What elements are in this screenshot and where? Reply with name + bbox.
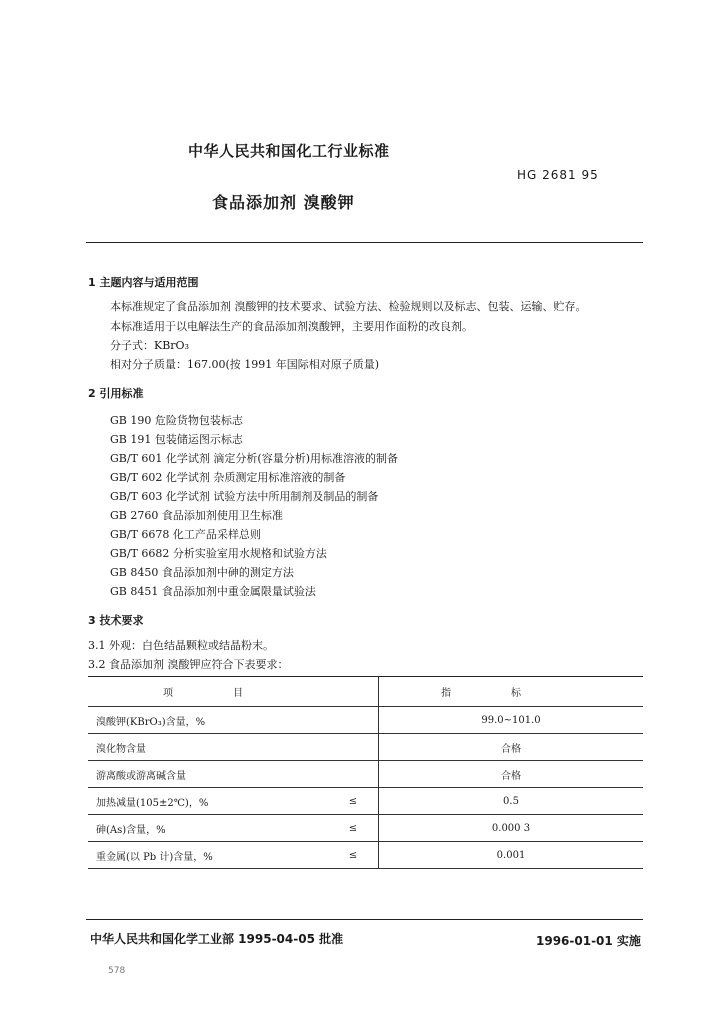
- header-value-cell: 指标: [379, 677, 644, 707]
- molecular-formula: 分子式：KBrO₃: [110, 339, 189, 352]
- section-1-heading: 1 主题内容与适用范围: [88, 276, 199, 289]
- row-value: 0.5: [379, 788, 644, 815]
- reference-item: GB/T 601 化学试剂 滴定分析(容量分析)用标准溶液的制备: [110, 452, 398, 465]
- reference-item: GB 191 包装储运图示标志: [110, 433, 243, 446]
- table-row: [88, 842, 643, 869]
- section-2-heading: 2 引用标准: [88, 387, 144, 400]
- row-item: 溴化物含量: [88, 734, 328, 761]
- row-symbol: [328, 761, 379, 788]
- reference-item: GB 2760 食品添加剂使用卫生标准: [110, 509, 283, 522]
- molecular-mass: 相对分子质量：167.00(按 1991 年国际相对原子质量): [110, 358, 380, 371]
- table-row: [88, 788, 643, 815]
- table-row: [88, 734, 643, 761]
- header-rule: [86, 242, 643, 243]
- clause-3-2: 3.2 食品添加剂 溴酸钾应符合下表要求：: [88, 658, 289, 671]
- table-row: [88, 815, 643, 842]
- reference-item: GB/T 6682 分析实验室用水规格和试验方法: [110, 547, 327, 560]
- row-symbol: ≤: [328, 842, 379, 869]
- table-row: [88, 707, 643, 734]
- clause-3-1: 3.1 外观：白色结晶颗粒或结晶粉末。: [88, 639, 274, 652]
- reference-item: GB/T 603 化学试剂 试验方法中所用制剂及制品的制备: [110, 490, 379, 503]
- implementation-date: 1996-01-01 实施: [536, 934, 641, 948]
- row-value: 合格: [379, 734, 644, 761]
- approval-line: 中华人民共和国化学工业部 1995-04-05 批准: [90, 932, 344, 946]
- reference-item: GB/T 602 化学试剂 杂质测定用标准溶液的制备: [110, 471, 346, 484]
- reference-item: GB/T 6678 化工产品采样总则: [110, 528, 261, 541]
- requirements-table: [88, 676, 643, 869]
- reference-item: GB 8450 食品添加剂中砷的测定方法: [110, 566, 294, 579]
- section-1-paragraph: 本标准适用于以电解法生产的食品添加剂溴酸钾，主要用作面粉的改良剂。: [110, 320, 473, 333]
- row-symbol: ≤: [328, 788, 379, 815]
- row-item: 砷(As)含量，%: [88, 815, 328, 842]
- footer-rule: [86, 919, 643, 920]
- section-1-paragraph: 本标准规定了食品添加剂 溴酸钾的技术要求、试验方法、检验规则以及标志、包装、运输、贮存。: [110, 300, 587, 313]
- row-value: 0.001: [379, 842, 644, 869]
- row-symbol: [328, 707, 379, 734]
- row-item: 溴酸钾(KBrO₃)含量，%: [88, 707, 328, 734]
- row-item: 加热减量(105±2℃)，%: [88, 788, 328, 815]
- table-row: [88, 761, 643, 788]
- row-value: 0.000 3: [379, 815, 644, 842]
- section-3-heading: 3 技术要求: [88, 614, 144, 627]
- table-header-row: [88, 677, 643, 707]
- row-value: 99.0~101.0: [379, 707, 644, 734]
- row-symbol: [328, 734, 379, 761]
- document-title: 食品添加剂 溴酸钾: [212, 193, 355, 212]
- page-number: 578: [108, 966, 126, 976]
- reference-item: GB 190 危险货物包装标志: [110, 414, 243, 427]
- reference-item: GB 8451 食品添加剂中重金属限量试验法: [110, 585, 316, 598]
- header-item-cell: 项目: [88, 677, 379, 707]
- issuing-organization: 中华人民共和国化工行业标准: [188, 142, 390, 160]
- standard-code: HG 2681 95: [517, 168, 599, 182]
- row-symbol: ≤: [328, 815, 379, 842]
- row-value: 合格: [379, 761, 644, 788]
- row-item: 游离酸或游离碱含量: [88, 761, 328, 788]
- row-item: 重金属(以 Pb 计)含量，%: [88, 842, 328, 869]
